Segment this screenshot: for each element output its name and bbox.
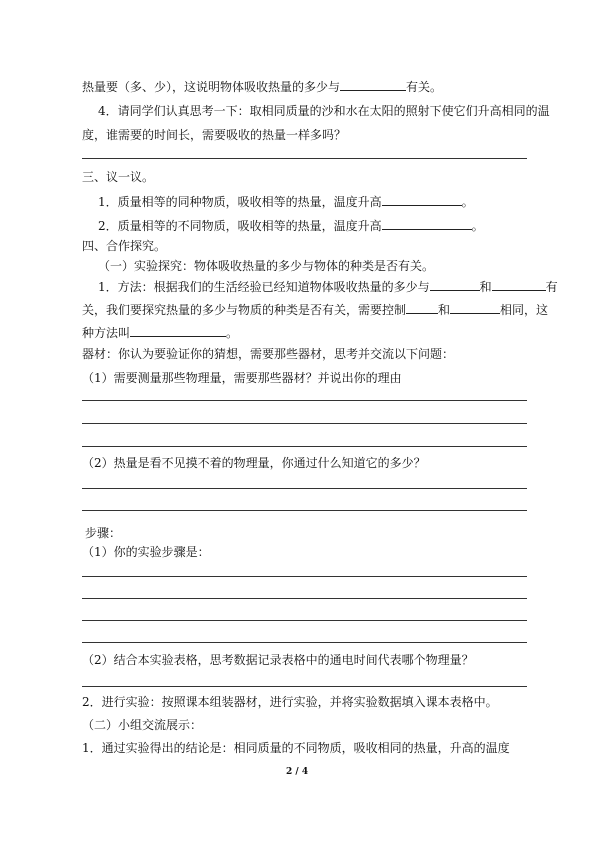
line-text: 。 xyxy=(461,195,474,209)
text-line xyxy=(82,78,442,95)
text-line: 器材：你认为要验证你的猜想，需要那些器材，思考并交流以下问题： xyxy=(82,347,455,361)
question-text: （1）你的实验步骤是： xyxy=(82,545,210,559)
line-text: 。 xyxy=(226,326,239,340)
fill-blank[interactable] xyxy=(382,217,472,230)
answer-line[interactable] xyxy=(82,400,527,401)
fill-blank[interactable] xyxy=(450,301,500,314)
text-line: （一）实验探究：物体吸收热量的多少与物体的种类是否有关。 xyxy=(98,259,435,273)
fill-blank[interactable] xyxy=(340,78,406,91)
answer-line[interactable] xyxy=(82,423,527,424)
question-text: （2）热量是看不见摸不着的物理量，你通过什么知道它的多少？ xyxy=(82,456,426,470)
page-number: 2 / 4 xyxy=(286,767,309,777)
section-heading: （二）小组交流展示： xyxy=(82,718,203,732)
fill-blank[interactable] xyxy=(492,278,546,291)
section-heading: 三、议一议。 xyxy=(82,170,155,184)
text-line xyxy=(98,193,474,210)
fill-blank[interactable] xyxy=(430,278,480,291)
question-text: （2）结合本实验表格，思考数据记录表格中的通电时间代表哪个物理量？ xyxy=(82,653,474,667)
answer-line[interactable] xyxy=(82,488,527,489)
answer-line[interactable] xyxy=(82,620,527,621)
line-text: 相同，这 xyxy=(500,303,549,317)
answer-line[interactable] xyxy=(82,642,527,643)
answer-line[interactable] xyxy=(82,598,527,599)
line-text: 2．质量相等的不同物质，吸收相等的热量，温度升高 xyxy=(98,219,382,233)
text-line xyxy=(82,301,548,318)
line-text: 关，我们要探究热量的多少与物质的种类是否有关，需要控制 xyxy=(82,303,407,317)
text-line: 1．通过实验得出的结论是：相同质量的不同物质，吸收相同的热量，升高的温度 xyxy=(82,741,510,755)
line-text: 1．质量相等的同种物质，吸收相等的热量，温度升高 xyxy=(98,195,382,209)
line-text: 种方法叫 xyxy=(82,326,131,340)
line-text: 有 xyxy=(545,280,558,294)
fill-blank[interactable] xyxy=(130,324,226,337)
answer-line[interactable] xyxy=(82,158,527,159)
text-line: 2．进行实验：按照课本组装器材，进行实验，并将实验数据填入课本表格中。 xyxy=(82,695,498,709)
line-text: 热量要（多、少），这说明物体吸收热量的多少与 xyxy=(82,80,341,94)
fill-blank[interactable] xyxy=(382,193,462,206)
text-line xyxy=(98,217,484,234)
text-line xyxy=(98,278,558,295)
answer-line[interactable] xyxy=(82,686,527,687)
text-line: 4．请同学们认真思考一下：取相同质量的沙和水在太阳的照射下使它们升高相同的温 xyxy=(98,104,550,118)
answer-line[interactable] xyxy=(82,510,527,511)
line-text: 。 xyxy=(471,219,484,233)
text-line: 度，谁需要的时间长，需要吸收的热量一样多吗？ xyxy=(82,128,347,142)
line-text: 有关。 xyxy=(406,80,443,94)
line-text: 和 xyxy=(438,303,451,317)
line-text: 和 xyxy=(479,280,492,294)
text-line xyxy=(82,324,238,341)
answer-line[interactable] xyxy=(82,576,527,577)
steps-label: 步骤： xyxy=(85,526,122,540)
question-text: （1）需要测量那些物理量，需要那些器材？并说出你的理由 xyxy=(82,371,402,385)
answer-line[interactable] xyxy=(82,446,527,447)
fill-blank[interactable] xyxy=(406,301,438,314)
line-text: 1．方法：根据我们的生活经验已经知道物体吸收热量的多少与 xyxy=(98,280,430,294)
section-heading: 四、合作探究。 xyxy=(82,239,167,253)
